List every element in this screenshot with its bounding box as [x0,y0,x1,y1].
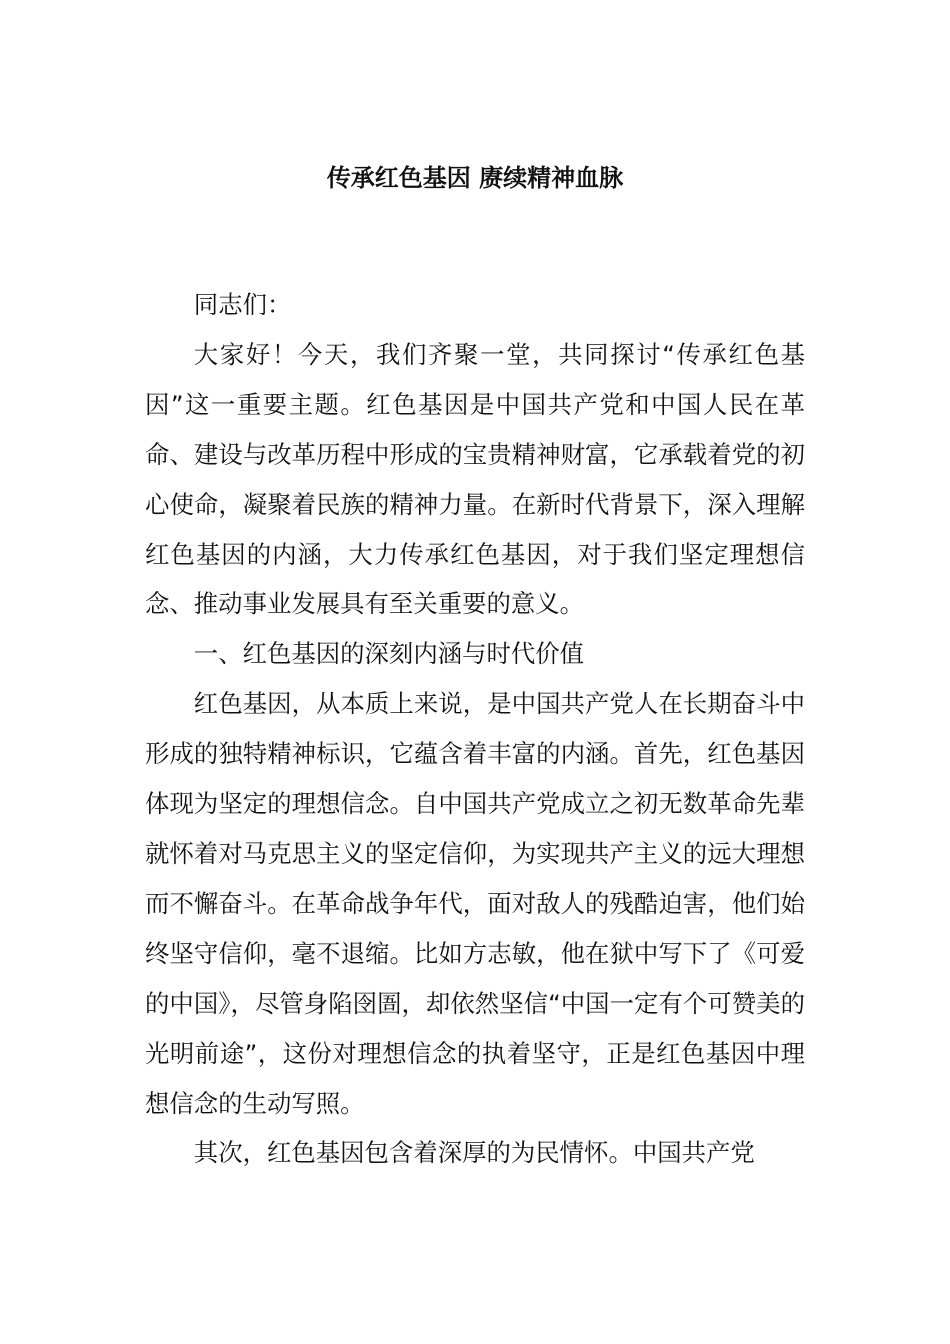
paragraph-body: 红色基因，从本质上来说，是中国共产党人在长期奋斗中形成的独特精神标识，它蕴含着丰富的内涵。首先，红色基因体现为坚定的理想信念。自中国共产党成立之初无数革命先辈就怀着对马克思主义的坚定信仰，为实现共产主义的远大理想而不懈奋斗。在革命战争年代，面对敌人的残酷迫害，他们始终坚守信仰，毫不退缩。比如方志敏，他在狱中写下了《可爱的中国》，尽管身陷囹圄，却依然坚信“中国一定有个可赞美的光明前途”，这份对理想信念的执着坚守，正是红色基因中理想信念的生动写照。 [145,689,805,1118]
salutation: 同志们： [193,290,292,319]
paragraph-continued: 其次，红色基因包含着深厚的为民情怀。中国共产党 [193,1138,755,1168]
section-heading: 一、红色基因的深刻内涵与时代价值 [193,639,585,669]
document-body [145,280,805,1178]
document-title: 传承红色基因 赓续精神血脉 [326,164,624,192]
paragraph-intro: 大家好！今天，我们齐聚一堂，共同探讨“传承红色基因”这一重要主题。红色基因是中国共产党和中国人民在革命、建设与改革历程中形成的宝贵精神财富，它承载着党的初心使命，凝聚着民族的精神力量。在新时代背景下，深入理解红色基因的内涵，大力传承红色基因，对于我们坚定理想信念、推动事业发展具有至关重要的意义。 [145,339,805,619]
